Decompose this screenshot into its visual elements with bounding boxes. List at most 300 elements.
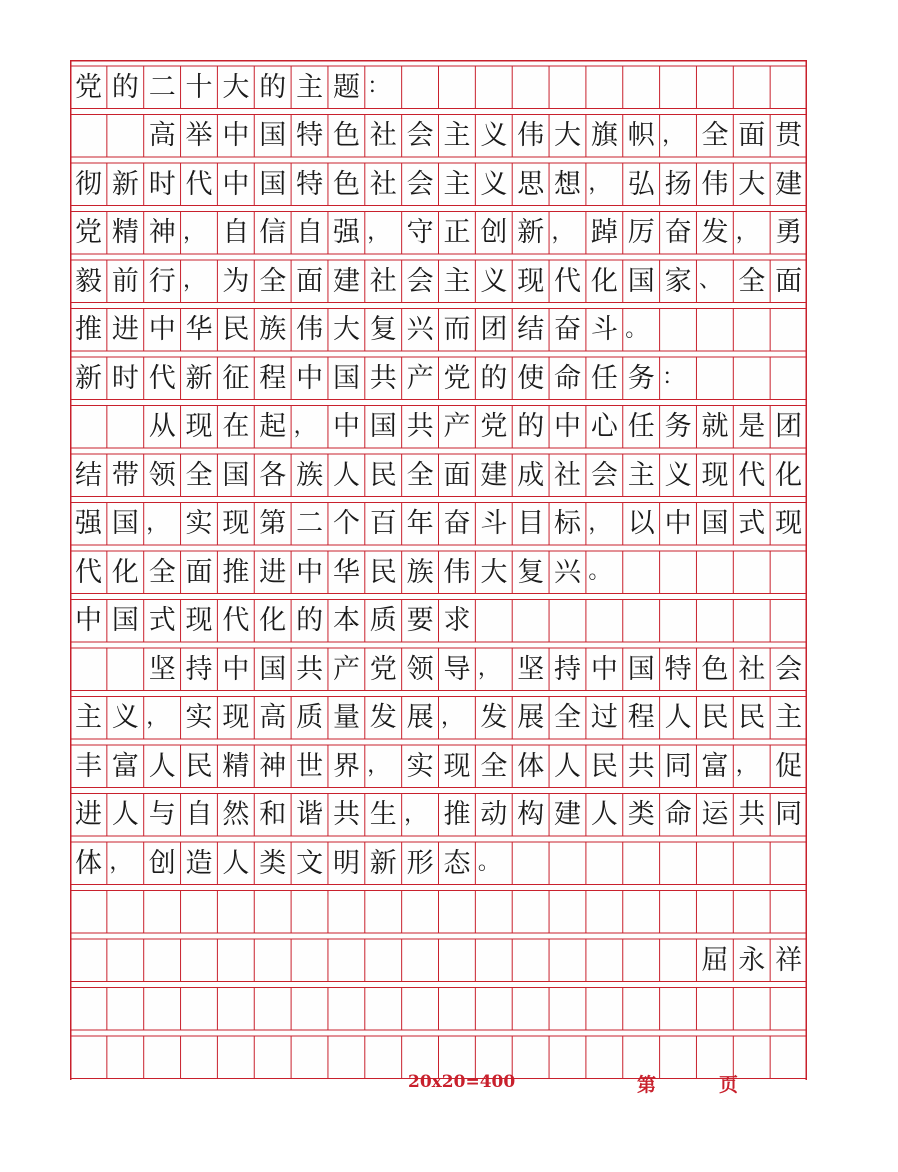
grid-char: 和 <box>259 799 287 830</box>
grid-char: 。 <box>477 850 500 875</box>
grid-char: 精 <box>222 750 250 782</box>
grid-char: 现 <box>222 508 250 539</box>
grid-char: 结 <box>75 459 102 491</box>
page-label-di: 第 <box>637 1074 657 1096</box>
grid-char: 民 <box>369 459 397 491</box>
grid-char: 构 <box>517 799 545 830</box>
grid-char: 色 <box>332 168 360 200</box>
grid-char: 举 <box>185 120 213 151</box>
handwritten-text-area <box>70 60 807 1080</box>
grid-char: 建 <box>554 799 582 830</box>
grid-char: ， <box>735 219 758 245</box>
grid-char: 国 <box>259 120 287 151</box>
grid-char: 目 <box>517 508 545 539</box>
grid-char: 祥 <box>775 944 803 976</box>
grid-char: 华 <box>185 314 213 345</box>
grid-char: 新 <box>111 168 139 200</box>
grid-char: 人 <box>111 799 139 830</box>
grid-char: 使 <box>517 362 545 394</box>
grid-char: 领 <box>406 653 434 685</box>
grid-char: 共 <box>738 799 766 830</box>
grid-char: 过 <box>590 702 618 733</box>
grid-char: 社 <box>738 653 766 685</box>
grid-char: 、 <box>698 268 721 293</box>
grid-char: ， <box>293 413 316 439</box>
grid-char: 民 <box>738 702 766 733</box>
grid-char: 为 <box>222 265 250 297</box>
grid-char: 文 <box>296 847 324 879</box>
grid-char: 的 <box>111 71 139 103</box>
grid-char: 体 <box>517 750 545 782</box>
grid-char: 中 <box>148 314 176 345</box>
grid-char: 代 <box>222 605 250 636</box>
grid-char: 程 <box>259 362 287 394</box>
grid-char: 命 <box>664 799 692 830</box>
grid-char: 彻 <box>75 168 102 200</box>
grid-char: 主 <box>443 168 471 200</box>
grid-char: ， <box>588 171 611 196</box>
grid-char: 高 <box>148 120 176 151</box>
grid-char: 奋 <box>664 217 692 248</box>
grid-char: ， <box>735 753 758 778</box>
grid-char: ： <box>367 74 390 99</box>
grid-char: 团 <box>480 314 508 345</box>
grid-char: 。 <box>625 316 648 342</box>
grid-char: 党 <box>369 653 397 685</box>
grid-char: 全 <box>406 459 434 491</box>
grid-char: ， <box>477 656 500 681</box>
grid-char: 全 <box>148 556 176 588</box>
grid-char: 带 <box>111 459 139 491</box>
grid-char: 人 <box>148 750 176 782</box>
grid-char: 命 <box>554 362 582 394</box>
manuscript-paper <box>70 60 807 1080</box>
grid-char: ， <box>404 801 427 827</box>
grid-char: ， <box>367 219 390 245</box>
grid-char: 想 <box>554 168 582 200</box>
grid-char: 前 <box>111 265 139 297</box>
grid-char: ， <box>441 704 464 730</box>
grid-char: 推 <box>443 799 471 830</box>
grid-char: 信 <box>259 217 287 248</box>
grid-char: 强 <box>332 217 360 248</box>
grid-char: 人 <box>664 702 692 733</box>
grid-char: 的 <box>259 71 287 103</box>
grid-char: 代 <box>738 459 766 491</box>
grid-char: ， <box>183 268 206 293</box>
grid-char: 中 <box>222 120 250 151</box>
grid-char: 进 <box>111 314 139 345</box>
grid-char: 义 <box>111 702 139 733</box>
grid-char: 是 <box>738 411 766 442</box>
grid-char: 坚 <box>517 653 545 685</box>
grid-char: 时 <box>111 362 139 394</box>
grid-char: 本 <box>332 605 360 636</box>
grid-char: 国 <box>627 265 655 297</box>
grid-char: 色 <box>701 653 729 685</box>
grid-char: 伟 <box>701 168 729 200</box>
grid-char: 全 <box>259 265 287 297</box>
grid-char: 标 <box>554 508 582 539</box>
grid-char: 会 <box>406 265 434 297</box>
grid-char: 义 <box>664 459 692 491</box>
grid-char: 共 <box>627 750 655 782</box>
grid-char: 弘 <box>627 168 655 200</box>
grid-char: ， <box>588 510 611 536</box>
grid-char: 会 <box>406 120 434 151</box>
grid-char: 人 <box>590 799 618 830</box>
grid-char: 现 <box>517 265 545 297</box>
grid-char: 国 <box>701 508 729 539</box>
grid-char: 特 <box>664 653 692 685</box>
grid-char: 全 <box>185 459 213 491</box>
grid-char: 义 <box>480 168 508 200</box>
grid-char: 化 <box>775 459 803 491</box>
grid-char: ， <box>109 850 132 875</box>
grid-char: 勇 <box>775 217 803 248</box>
grid-char: 化 <box>111 556 139 588</box>
grid-char: 在 <box>222 411 250 442</box>
grid-char: 的 <box>296 605 324 636</box>
grid-char: 社 <box>369 120 397 151</box>
grid-char: 持 <box>185 653 213 685</box>
grid-char: 会 <box>775 653 803 685</box>
grid-char: 国 <box>222 459 250 491</box>
grid-char: 谐 <box>296 799 324 830</box>
grid-char: ： <box>662 365 685 390</box>
grid-char: 义 <box>480 120 508 151</box>
grid-char: 高 <box>259 702 287 733</box>
grid-char: 人 <box>554 750 582 782</box>
grid-char: 主 <box>75 702 102 733</box>
grid-char: 团 <box>775 411 803 442</box>
grid-char: 大 <box>222 71 250 103</box>
grid-char: 的 <box>517 411 545 442</box>
grid-char: 大 <box>738 168 766 200</box>
grid-char: 守 <box>406 217 434 248</box>
grid-char: 人 <box>332 459 360 491</box>
grid-char: 主 <box>775 702 803 733</box>
grid-char: 全 <box>554 702 582 733</box>
grid-char: 国 <box>259 653 287 685</box>
grid-char: 兴 <box>406 314 434 345</box>
grid-char: 式 <box>148 605 176 636</box>
grid-char: 色 <box>332 120 360 151</box>
grid-char: 展 <box>406 702 434 733</box>
grid-char: 国 <box>627 653 655 685</box>
grid-char: 全 <box>701 120 729 151</box>
grid-char: 起 <box>259 411 287 442</box>
grid-char: 二 <box>296 508 324 539</box>
grid-char: ， <box>183 219 206 245</box>
grid-char: 特 <box>296 120 324 151</box>
grid-char: 主 <box>627 459 655 491</box>
grid-char: 二 <box>148 71 176 103</box>
grid-char: 族 <box>259 314 287 345</box>
grid-char: 面 <box>185 556 213 588</box>
grid-char: 同 <box>664 750 692 782</box>
grid-char: 与 <box>148 799 176 830</box>
grid-char: 中 <box>296 362 324 394</box>
grid-char: 进 <box>259 556 287 588</box>
grid-char: 自 <box>222 217 250 248</box>
grid-char: 主 <box>296 71 324 103</box>
grid-char: 斗 <box>480 508 508 539</box>
grid-char: 共 <box>406 411 434 442</box>
grid-char: 建 <box>775 168 803 200</box>
grid-char: 产 <box>332 653 360 685</box>
grid-char: 大 <box>554 120 582 151</box>
grid-char: 兴 <box>554 556 582 588</box>
grid-char: 年 <box>406 508 434 539</box>
grid-char: 民 <box>701 702 729 733</box>
grid-char: 要 <box>406 605 434 636</box>
grid-char: 斗 <box>590 314 618 345</box>
grid-char: 贯 <box>775 120 803 151</box>
grid-char: 面 <box>775 265 803 297</box>
grid-char: 民 <box>369 556 397 588</box>
grid-char: 任 <box>627 411 655 442</box>
grid-char: 现 <box>701 459 729 491</box>
grid-char: 量 <box>332 702 360 733</box>
grid-char: 发 <box>701 217 729 248</box>
grid-char: 以 <box>627 508 655 539</box>
grid-char: 时 <box>148 168 176 200</box>
grid-char: 富 <box>111 750 139 782</box>
grid-char: 态 <box>443 847 471 879</box>
grid-char: 化 <box>259 605 287 636</box>
grid-char: 复 <box>517 556 545 588</box>
grid-char: 国 <box>332 362 360 394</box>
grid-char: 实 <box>185 702 213 733</box>
grid-char: 族 <box>296 459 324 491</box>
grid-char: 建 <box>332 265 360 297</box>
grid-char: 实 <box>185 508 213 539</box>
grid-char: 体 <box>75 847 102 879</box>
grid-char: 共 <box>296 653 324 685</box>
grid-char: 代 <box>185 168 213 200</box>
grid-char: 百 <box>369 508 397 539</box>
grid-char: 心 <box>590 411 618 442</box>
grid-char: 自 <box>185 799 213 830</box>
grid-char: 中 <box>664 508 692 539</box>
grid-char: 扬 <box>664 168 692 200</box>
grid-char: 中 <box>554 411 582 442</box>
grid-char: 人 <box>222 847 250 879</box>
grid-char: 从 <box>148 411 176 442</box>
grid-char: 新 <box>517 217 545 248</box>
grid-char: 大 <box>480 556 508 588</box>
grid-char: 同 <box>775 799 803 830</box>
grid-char: 然 <box>222 799 250 830</box>
grid-char: ， <box>367 753 390 778</box>
grid-char: 界 <box>332 750 360 782</box>
grid-count-label: 20x20=400 <box>408 1072 516 1092</box>
grid-char: 运 <box>701 799 729 830</box>
grid-char: 进 <box>75 799 102 830</box>
grid-char: 式 <box>738 508 766 539</box>
grid-char: 形 <box>406 847 434 879</box>
grid-char: 就 <box>701 411 729 442</box>
grid-char: ， <box>551 219 574 245</box>
grid-char: 华 <box>332 556 360 588</box>
grid-char: 伟 <box>443 556 471 588</box>
grid-char: 代 <box>148 362 176 394</box>
grid-char: 思 <box>517 168 545 200</box>
grid-char: 代 <box>554 265 582 297</box>
grid-char: 行 <box>148 265 176 297</box>
grid-char: 永 <box>738 944 766 976</box>
grid-char: 共 <box>369 362 397 394</box>
grid-char: 主 <box>443 120 471 151</box>
grid-char: 务 <box>627 362 655 394</box>
grid-char: 世 <box>296 750 324 782</box>
grid-char: 任 <box>590 362 618 394</box>
grid-char: ， <box>146 704 169 730</box>
grid-char: 党 <box>443 362 471 394</box>
grid-char: 。 <box>588 559 611 584</box>
grid-char: 代 <box>75 556 102 588</box>
grid-char: 现 <box>443 750 471 782</box>
grid-char: 神 <box>259 750 287 782</box>
grid-char: 发 <box>480 702 508 733</box>
grid-char: 特 <box>296 168 324 200</box>
grid-char: 党 <box>75 71 102 103</box>
grid-char: 新 <box>369 847 397 879</box>
grid-char: 国 <box>111 605 139 636</box>
page-label-ye: 页 <box>719 1074 739 1096</box>
grid-char: 社 <box>369 168 397 200</box>
grid-char: 国 <box>259 168 287 200</box>
grid-char: 厉 <box>627 217 655 248</box>
grid-char: 导 <box>443 653 471 685</box>
grid-char: 中 <box>75 605 102 636</box>
grid-char: 主 <box>443 265 471 297</box>
grid-char: 党 <box>480 411 508 442</box>
grid-char: 质 <box>369 605 397 636</box>
grid-char: 而 <box>443 314 471 345</box>
grid-char: 各 <box>259 459 287 491</box>
grid-char: 实 <box>406 750 434 782</box>
grid-char: 领 <box>148 459 176 491</box>
grid-char: 丰 <box>75 750 102 782</box>
grid-char: 社 <box>554 459 582 491</box>
grid-char: 中 <box>222 653 250 685</box>
grid-char: 成 <box>517 459 545 491</box>
grid-char: 坚 <box>148 653 176 685</box>
grid-char: 新 <box>75 362 102 394</box>
grid-char: 展 <box>517 702 545 733</box>
grid-char: 民 <box>222 314 250 345</box>
grid-char: 产 <box>406 362 434 394</box>
grid-char: 民 <box>590 750 618 782</box>
grid-char: 会 <box>406 168 434 200</box>
grid-char: 帜 <box>627 120 655 151</box>
grid-char: 自 <box>296 217 324 248</box>
grid-char: 促 <box>775 750 803 782</box>
grid-char: 现 <box>185 605 213 636</box>
grid-char: 的 <box>480 362 508 394</box>
grid-char: 程 <box>627 702 655 733</box>
grid-char: 国 <box>111 508 139 539</box>
grid-char: 国 <box>369 411 397 442</box>
grid-char: 明 <box>332 847 360 879</box>
grid-char: 全 <box>738 265 766 297</box>
grid-char: 伟 <box>517 120 545 151</box>
grid-char: 义 <box>480 265 508 297</box>
grid-char: 共 <box>332 799 360 830</box>
grid-char: 创 <box>148 847 176 879</box>
grid-char: 复 <box>369 314 397 345</box>
grid-char: 造 <box>185 847 213 879</box>
grid-char: 结 <box>517 314 545 345</box>
grid-char: 动 <box>480 799 508 830</box>
grid-char: 质 <box>296 702 324 733</box>
grid-char: 发 <box>369 702 397 733</box>
grid-char: 个 <box>332 508 360 539</box>
grid-char: 屈 <box>701 944 729 976</box>
grid-char: 社 <box>369 265 397 297</box>
grid-char: 务 <box>664 411 692 442</box>
grid-char: 中 <box>332 411 360 442</box>
grid-char: 会 <box>590 459 618 491</box>
grid-char: 新 <box>185 362 213 394</box>
grid-char: 强 <box>75 508 102 539</box>
grid-char: 民 <box>185 750 213 782</box>
grid-char: 产 <box>443 411 471 442</box>
grid-char: 持 <box>554 653 582 685</box>
grid-char: 奋 <box>443 508 471 539</box>
grid-char: 全 <box>480 750 508 782</box>
grid-char: 求 <box>443 605 471 636</box>
grid-char: 面 <box>296 265 324 297</box>
grid-char: 党 <box>75 217 102 248</box>
grid-char: 毅 <box>75 265 102 297</box>
grid-char: 类 <box>627 799 655 830</box>
grid-char: 十 <box>185 71 213 103</box>
grid-char: 面 <box>443 459 471 491</box>
grid-char: 化 <box>590 265 618 297</box>
grid-char: 征 <box>222 362 250 394</box>
grid-char: 家 <box>664 265 692 297</box>
grid-char: 精 <box>111 217 139 248</box>
grid-char: 中 <box>222 168 250 200</box>
grid-char: 族 <box>406 556 434 588</box>
grid-char: 伟 <box>296 314 324 345</box>
grid-char: 类 <box>259 847 287 879</box>
grid-char: ， <box>146 510 169 536</box>
grid-char: 现 <box>185 411 213 442</box>
grid-char: 第 <box>259 508 287 539</box>
grid-char: 中 <box>590 653 618 685</box>
grid-char: 建 <box>480 459 508 491</box>
grid-char: 正 <box>443 217 471 248</box>
grid-char: 推 <box>222 556 250 588</box>
grid-char: 奋 <box>554 314 582 345</box>
grid-char: 现 <box>222 702 250 733</box>
grid-char: 踔 <box>590 217 618 248</box>
grid-char: 面 <box>738 120 766 151</box>
grid-char: 神 <box>148 217 176 248</box>
grid-char: 富 <box>701 750 729 782</box>
grid-char: ， <box>662 122 685 148</box>
grid-char: 旗 <box>590 120 618 151</box>
grid-char: 大 <box>332 314 360 345</box>
grid-char: 题 <box>332 71 360 103</box>
grid-char: 推 <box>75 314 102 345</box>
grid-char: 创 <box>480 217 508 248</box>
grid-char: 现 <box>775 508 803 539</box>
